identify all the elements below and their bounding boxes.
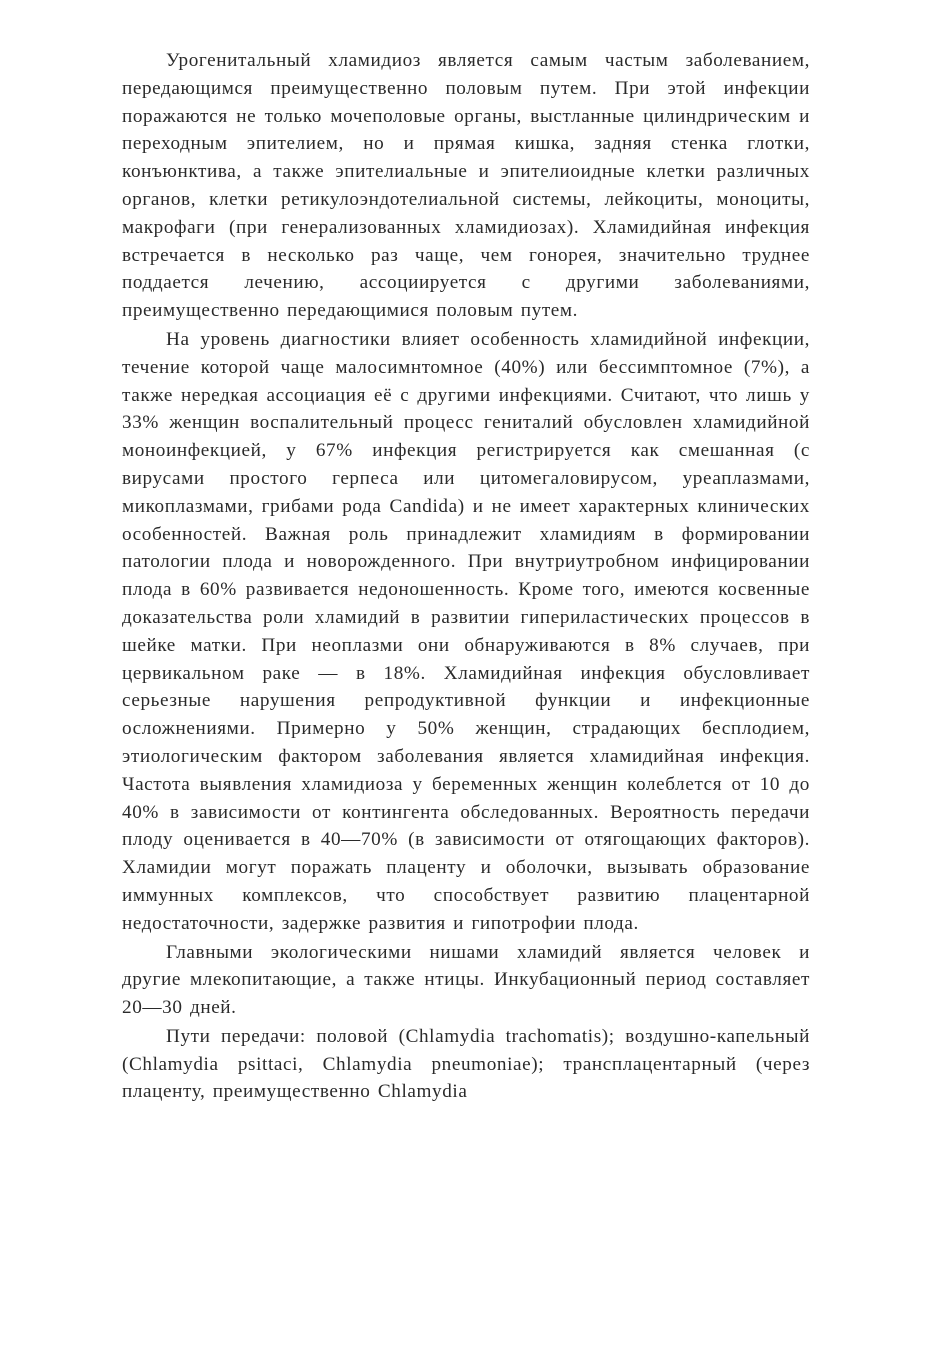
paragraph-diagnostics: На уровень диагностики влияет особенность хламидийной инфекции, течение которой чаще малосимнтомное (40%) или бессимптомное (7%), а также нередкая ассоциация её с другими инфекциями. Считают, что лишь у 33% женщин воспалительный процесс гениталий обусловлен хламидийной моноинфекцией, у 67% инфекция регистрируется как смешанная (с вирусами простого герпеса или цитомегаловирусом, уреаплазмами, микоплазмами, грибами рода Candida) и не имеет характерных клинических особенностей. Важная роль принадлежит хламидиям в формировании патологии плода и новорожденного. При внутриутробном инфицировании плода в 60% развивается недоношенность. Кроме того, имеются косвенные доказательства роли хламидий в развитии гипериластических процессов в шейке матки. При неоплазми они обнаруживаются в 8% случаев, при цервикальном раке — в 18%. Хламидийная инфекция обусловливает серьезные нарушения репродуктивной функции и инфекционные осложнениями. Примерно у 50% женщин, страдающих бесплодием, этиологическим фактором заболевания является хламидийная инфекция. Частота выявления хламидиоза у беременных женщин колеблется от 10 до 40% в зависимости от контингента обследованных. Вероятность передачи плоду оценивается в 40—70% (в зависимости от отягощающих факторов). Хламидии могут поражать плаценту и оболочки, вызывать образование иммунных комплексов, что способствует развитию плацентарной недостаточности, задержке развития и гипотрофии плода.	[122, 328, 810, 934]
paragraph-urogenital-chlamydiosis: Урогенитальный хламидиоз является самым частым заболеванием, передающимся преимущественно половым путем. При этой инфекции поражаются не только мочеполовые органы, выстланные цилиндрическим и переходным эпителием, но и прямая кишка, задняя стенка глотки, конъюнктива, а также эпителиальные и эпителиоидные клетки различных органов, клетки ретикулоэндотелиальной системы, лейкоциты, моноциты, макрофаги (при генерализованных хламидиозах). Хламидийная инфекция встречается в несколько раз чаще, чем гонорея, значительно труднее поддается лечению, ассоциируется с другими заболеваниями, преимущественно передающимися половым путем.	[122, 50, 810, 322]
paragraph-ecological-niches: Главными экологическими нишами хламидий является человек и другие млекопитающие, а также нтицы. Инкубационный период составляет 20—30 дней.	[122, 941, 810, 1019]
document-page	[122, 47, 810, 1106]
paragraph-transmission-routes: Пути передачи: половой (Chlamydia trachomatis); воздушно-капельный (Chlamydia psittaci, Chlamydia pneumoniae); трансплацентарный (через плаценту, преимущественно Chlamydia	[122, 1025, 810, 1103]
